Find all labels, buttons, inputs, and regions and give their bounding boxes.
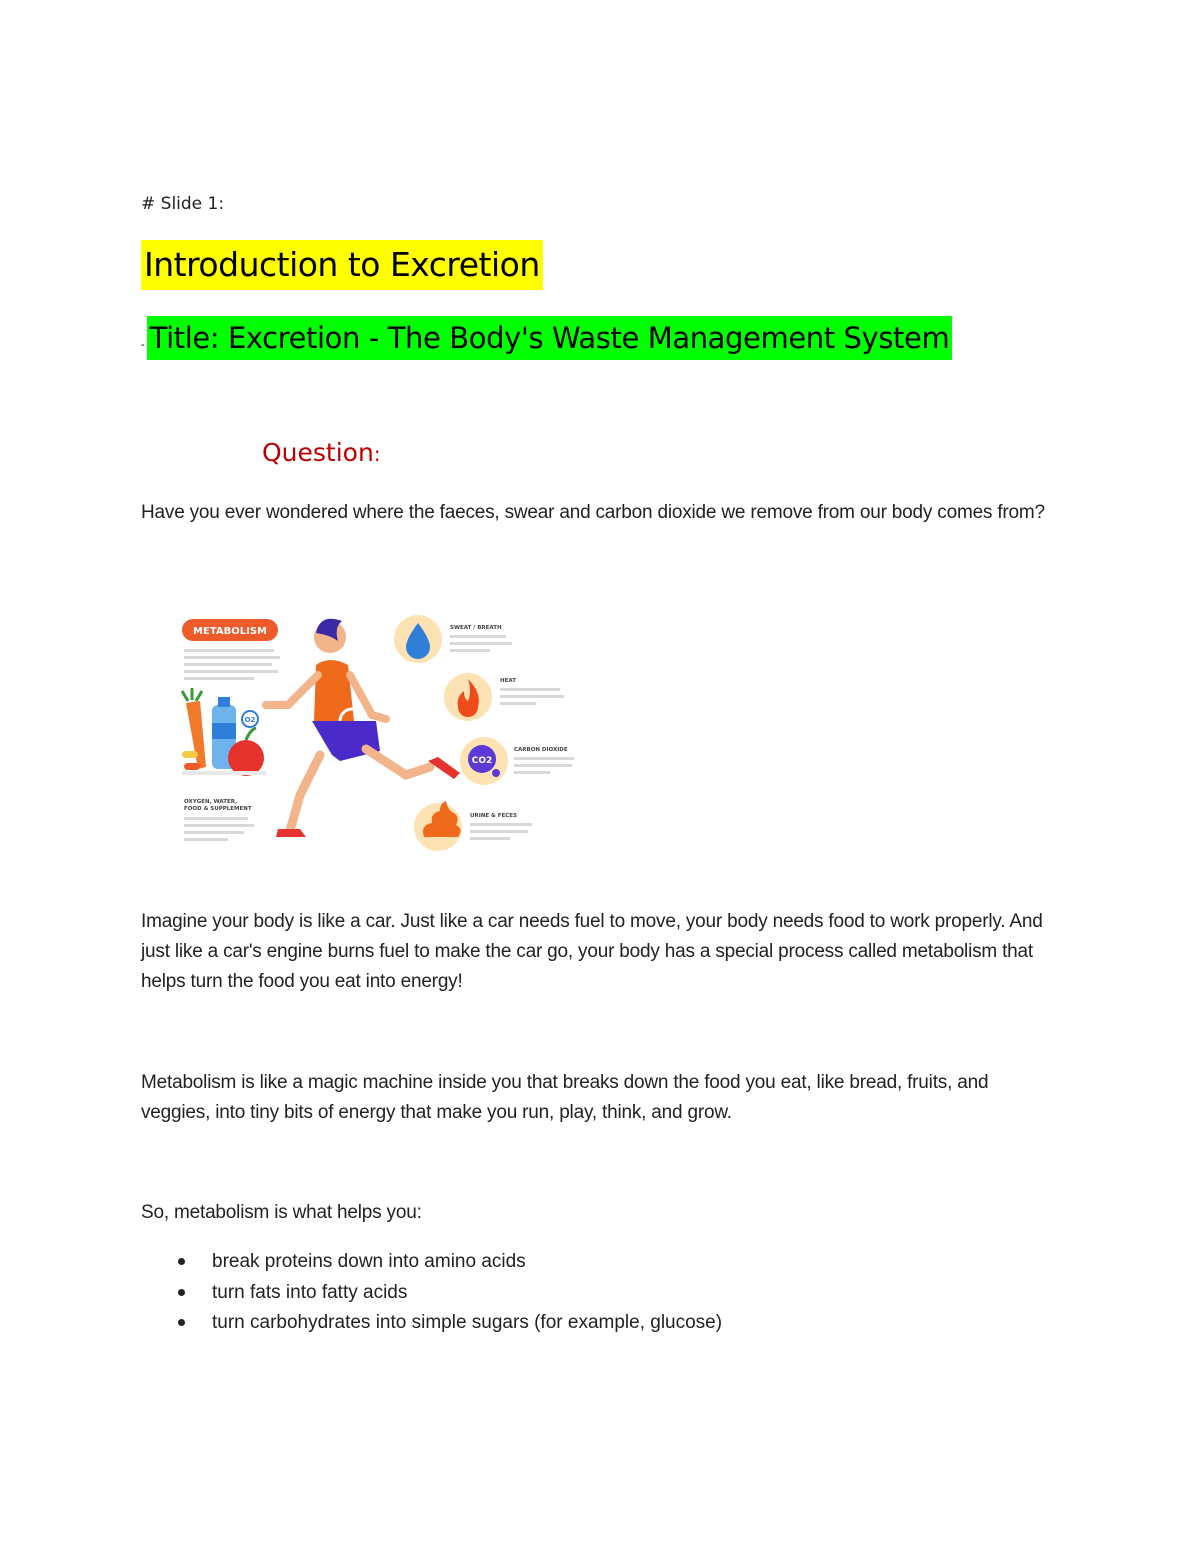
subtitle-row <box>141 316 952 360</box>
car-analogy-paragraph: Imagine your body is like a car. Just like a car needs fuel to move, your body needs food to work properly. And just like a car's engine burns fuel to make the car go, your body has a special process called metabolism that helps turn the food you eat into energy! <box>141 911 1043 992</box>
metabolism-infographic <box>170 605 590 855</box>
intake-label-line1: OXYGEN, WATER, <box>184 799 238 805</box>
output-co2 <box>460 737 574 785</box>
question-text: Have you ever wondered where the faeces, swear and carbon dioxide we remove from our body comes from? <box>141 502 1045 523</box>
question-heading <box>262 438 381 467</box>
output-heat <box>444 673 564 721</box>
metabolism-bullet-list <box>141 1247 722 1339</box>
output-feces <box>414 801 532 851</box>
bullet-text: break proteins down into amino acids <box>212 1251 526 1272</box>
subtitle: Title: Excretion - The Body's Waste Management System <box>147 316 953 360</box>
infographic-title: METABOLISM <box>193 626 267 637</box>
bullet-text: turn carbohydrates into simple sugars (for example, glucose) <box>212 1312 723 1333</box>
output-label-feces: URINE & FECES <box>470 813 518 819</box>
intake-base <box>182 771 266 775</box>
o2-label: O2 <box>244 716 256 724</box>
intake-description-lines <box>184 817 254 841</box>
infographic-description-lines <box>184 649 280 680</box>
metabolism-illustration <box>170 605 590 855</box>
o2-bubble-icon <box>242 711 258 727</box>
output-label-sweat: SWEAT / BREATH <box>450 625 502 631</box>
list-item <box>141 1247 722 1278</box>
page-title: Introduction to Excretion <box>141 240 543 290</box>
output-sweat <box>394 615 512 663</box>
bullet-dot <box>178 1289 185 1296</box>
metabolism-helps-paragraph: So, metabolism is what helps you: <box>141 1202 422 1223</box>
bullet-text: turn fats into fatty acids <box>212 1281 408 1303</box>
question-label: Question <box>262 438 374 467</box>
list-item <box>141 1278 722 1309</box>
co2-badge: CO2 <box>471 756 493 766</box>
subtitle-dash: - <box>141 339 145 351</box>
list-item <box>141 1308 722 1339</box>
magic-machine-paragraph: Metabolism is like a magic machine inside you that breaks down the food you eat, like bread, fruits, and veggies, into tiny bits of energy that make you run, play, think, and grow. <box>141 1072 989 1123</box>
intake-label-line2: FOOD & SUPPLEMENT <box>184 806 252 812</box>
slide-label: # Slide 1: <box>141 194 225 214</box>
question-colon: : <box>373 442 381 466</box>
bullet-dot <box>178 1258 185 1265</box>
output-label-heat: HEAT <box>500 678 516 684</box>
output-label-co2: CARBON DIOXIDE <box>514 747 568 753</box>
bullet-dot <box>178 1319 185 1326</box>
